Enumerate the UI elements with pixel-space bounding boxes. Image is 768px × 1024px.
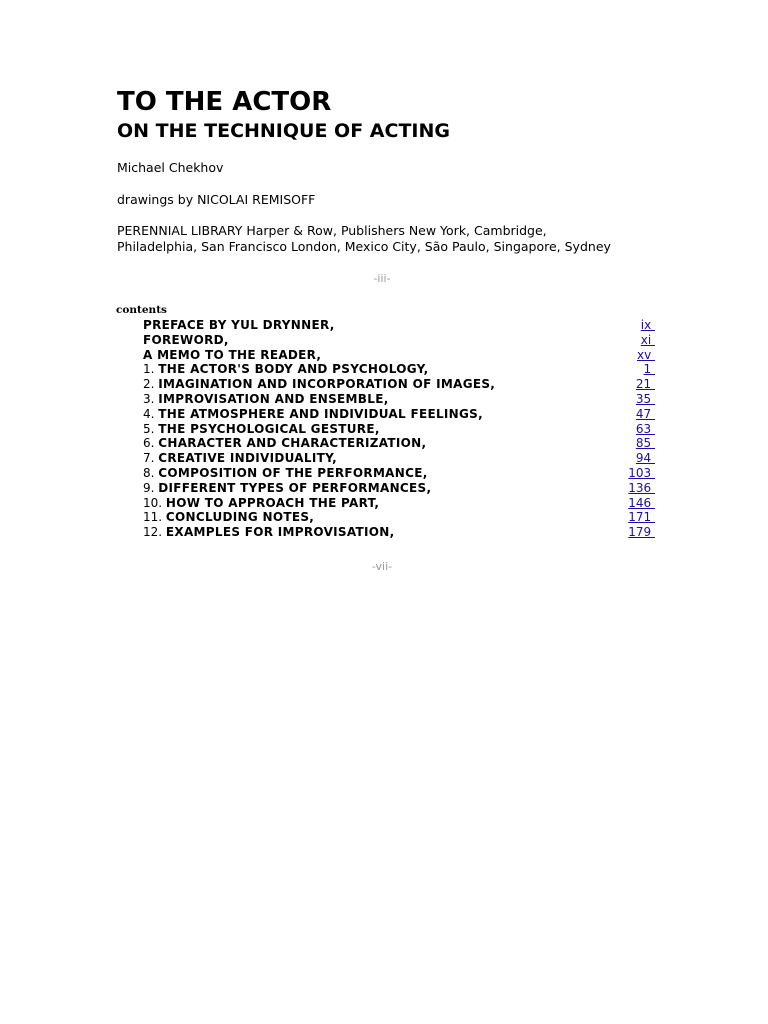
publisher-info xyxy=(117,223,611,255)
toc-entry xyxy=(143,481,655,496)
toc-entry xyxy=(143,318,655,333)
toc-page-link[interactable]: 171 xyxy=(628,510,655,525)
toc-page-link[interactable]: 47 xyxy=(635,406,655,421)
toc-entry-number: 9. xyxy=(143,480,159,495)
toc-entry-title: PREFACE BY YUL DRYNNER, xyxy=(143,318,335,332)
toc-page-link[interactable]: xi xyxy=(640,332,655,347)
toc-entry-number: 11. xyxy=(143,510,166,525)
toc-entry-title: CREATIVE INDIVIDUALITY, xyxy=(158,451,337,466)
toc-page-link[interactable]: 136 xyxy=(628,480,655,495)
toc-entry-title: CHARACTER AND CHARACTERIZATION, xyxy=(158,436,427,451)
toc-page-link[interactable]: 1 xyxy=(643,362,655,377)
toc-entry xyxy=(143,392,655,407)
toc-page-link[interactable]: 21 xyxy=(635,377,655,392)
toc-entry-number: 4. xyxy=(143,406,159,421)
toc-entry xyxy=(143,333,655,348)
table-of-contents xyxy=(143,318,655,540)
toc-page-link[interactable]: 103 xyxy=(628,465,655,480)
book-title: TO THE ACTOR xyxy=(117,87,332,117)
publisher-line-1: PERENNIAL LIBRARY Harper & Row, Publishers New York, Cambridge, xyxy=(117,223,547,238)
toc-entry-title: THE PSYCHOLOGICAL GESTURE, xyxy=(158,421,380,436)
toc-page-link[interactable]: 179 xyxy=(628,525,655,540)
toc-entry-number: 1. xyxy=(143,362,159,377)
toc-entry-title: CONCLUDING NOTES, xyxy=(165,510,315,525)
toc-entry xyxy=(143,525,655,540)
toc-entry-title: THE ATMOSPHERE AND INDIVIDUAL FEELINGS, xyxy=(158,406,483,421)
illustrator-line: drawings by NICOLAI REMISOFF xyxy=(117,192,316,207)
toc-entry-title: IMPROVISATION AND ENSEMBLE, xyxy=(158,391,389,406)
toc-page-link[interactable]: 85 xyxy=(635,436,655,451)
toc-entry-number: 7. xyxy=(143,451,159,466)
toc-entry-title: A MEMO TO THE READER, xyxy=(143,347,322,362)
toc-entry-title: EXAMPLES FOR IMPROVISATION, xyxy=(165,525,395,540)
toc-entry xyxy=(143,422,655,437)
toc-entry-number: 6. xyxy=(143,436,159,451)
page-marker-vii: -vii- xyxy=(371,560,393,573)
toc-entry-title: FOREWORD, xyxy=(143,332,229,347)
toc-entry-title: IMAGINATION AND INCORPORATION OF IMAGES, xyxy=(158,377,496,392)
toc-entry-number: 5. xyxy=(143,421,159,436)
toc-entry xyxy=(143,407,655,422)
toc-entry xyxy=(143,510,655,525)
toc-entry xyxy=(143,436,655,451)
toc-page-link[interactable]: 94 xyxy=(635,451,655,466)
toc-page-link[interactable]: 63 xyxy=(635,421,655,436)
toc-page-link[interactable]: 146 xyxy=(628,495,655,510)
toc-entry-title: HOW TO APPROACH THE PART, xyxy=(165,495,380,510)
toc-entry-number: 12. xyxy=(143,525,166,540)
toc-entry-title: THE ACTOR'S BODY AND PSYCHOLOGY, xyxy=(158,362,429,377)
toc-entry-number: 3. xyxy=(143,391,159,406)
toc-entry xyxy=(143,348,655,363)
book-subtitle: ON THE TECHNIQUE OF ACTING xyxy=(117,120,450,142)
toc-entry xyxy=(143,377,655,392)
contents-heading: contents xyxy=(116,304,167,316)
toc-entry xyxy=(143,362,655,377)
author-line: Michael Chekhov xyxy=(117,160,224,175)
toc-entry xyxy=(143,451,655,466)
page-marker-iii: -iii- xyxy=(373,272,391,285)
toc-entry-title: DIFFERENT TYPES OF PERFORMANCES, xyxy=(158,480,432,495)
publisher-line-2: Philadelphia, San Francisco London, Mexico City, São Paulo, Singapore, Sydney xyxy=(117,239,611,254)
toc-entry-title: COMPOSITION OF THE PERFORMANCE, xyxy=(158,465,428,480)
toc-entry-number: 8. xyxy=(143,465,159,480)
toc-page-link[interactable]: ix xyxy=(640,318,655,332)
toc-entry-number: 10. xyxy=(143,495,166,510)
toc-entry xyxy=(143,496,655,511)
toc-entry-number: 2. xyxy=(143,377,159,392)
toc-page-link[interactable]: xv xyxy=(636,347,655,362)
toc-page-link[interactable]: 35 xyxy=(635,391,655,406)
toc-entry xyxy=(143,466,655,481)
